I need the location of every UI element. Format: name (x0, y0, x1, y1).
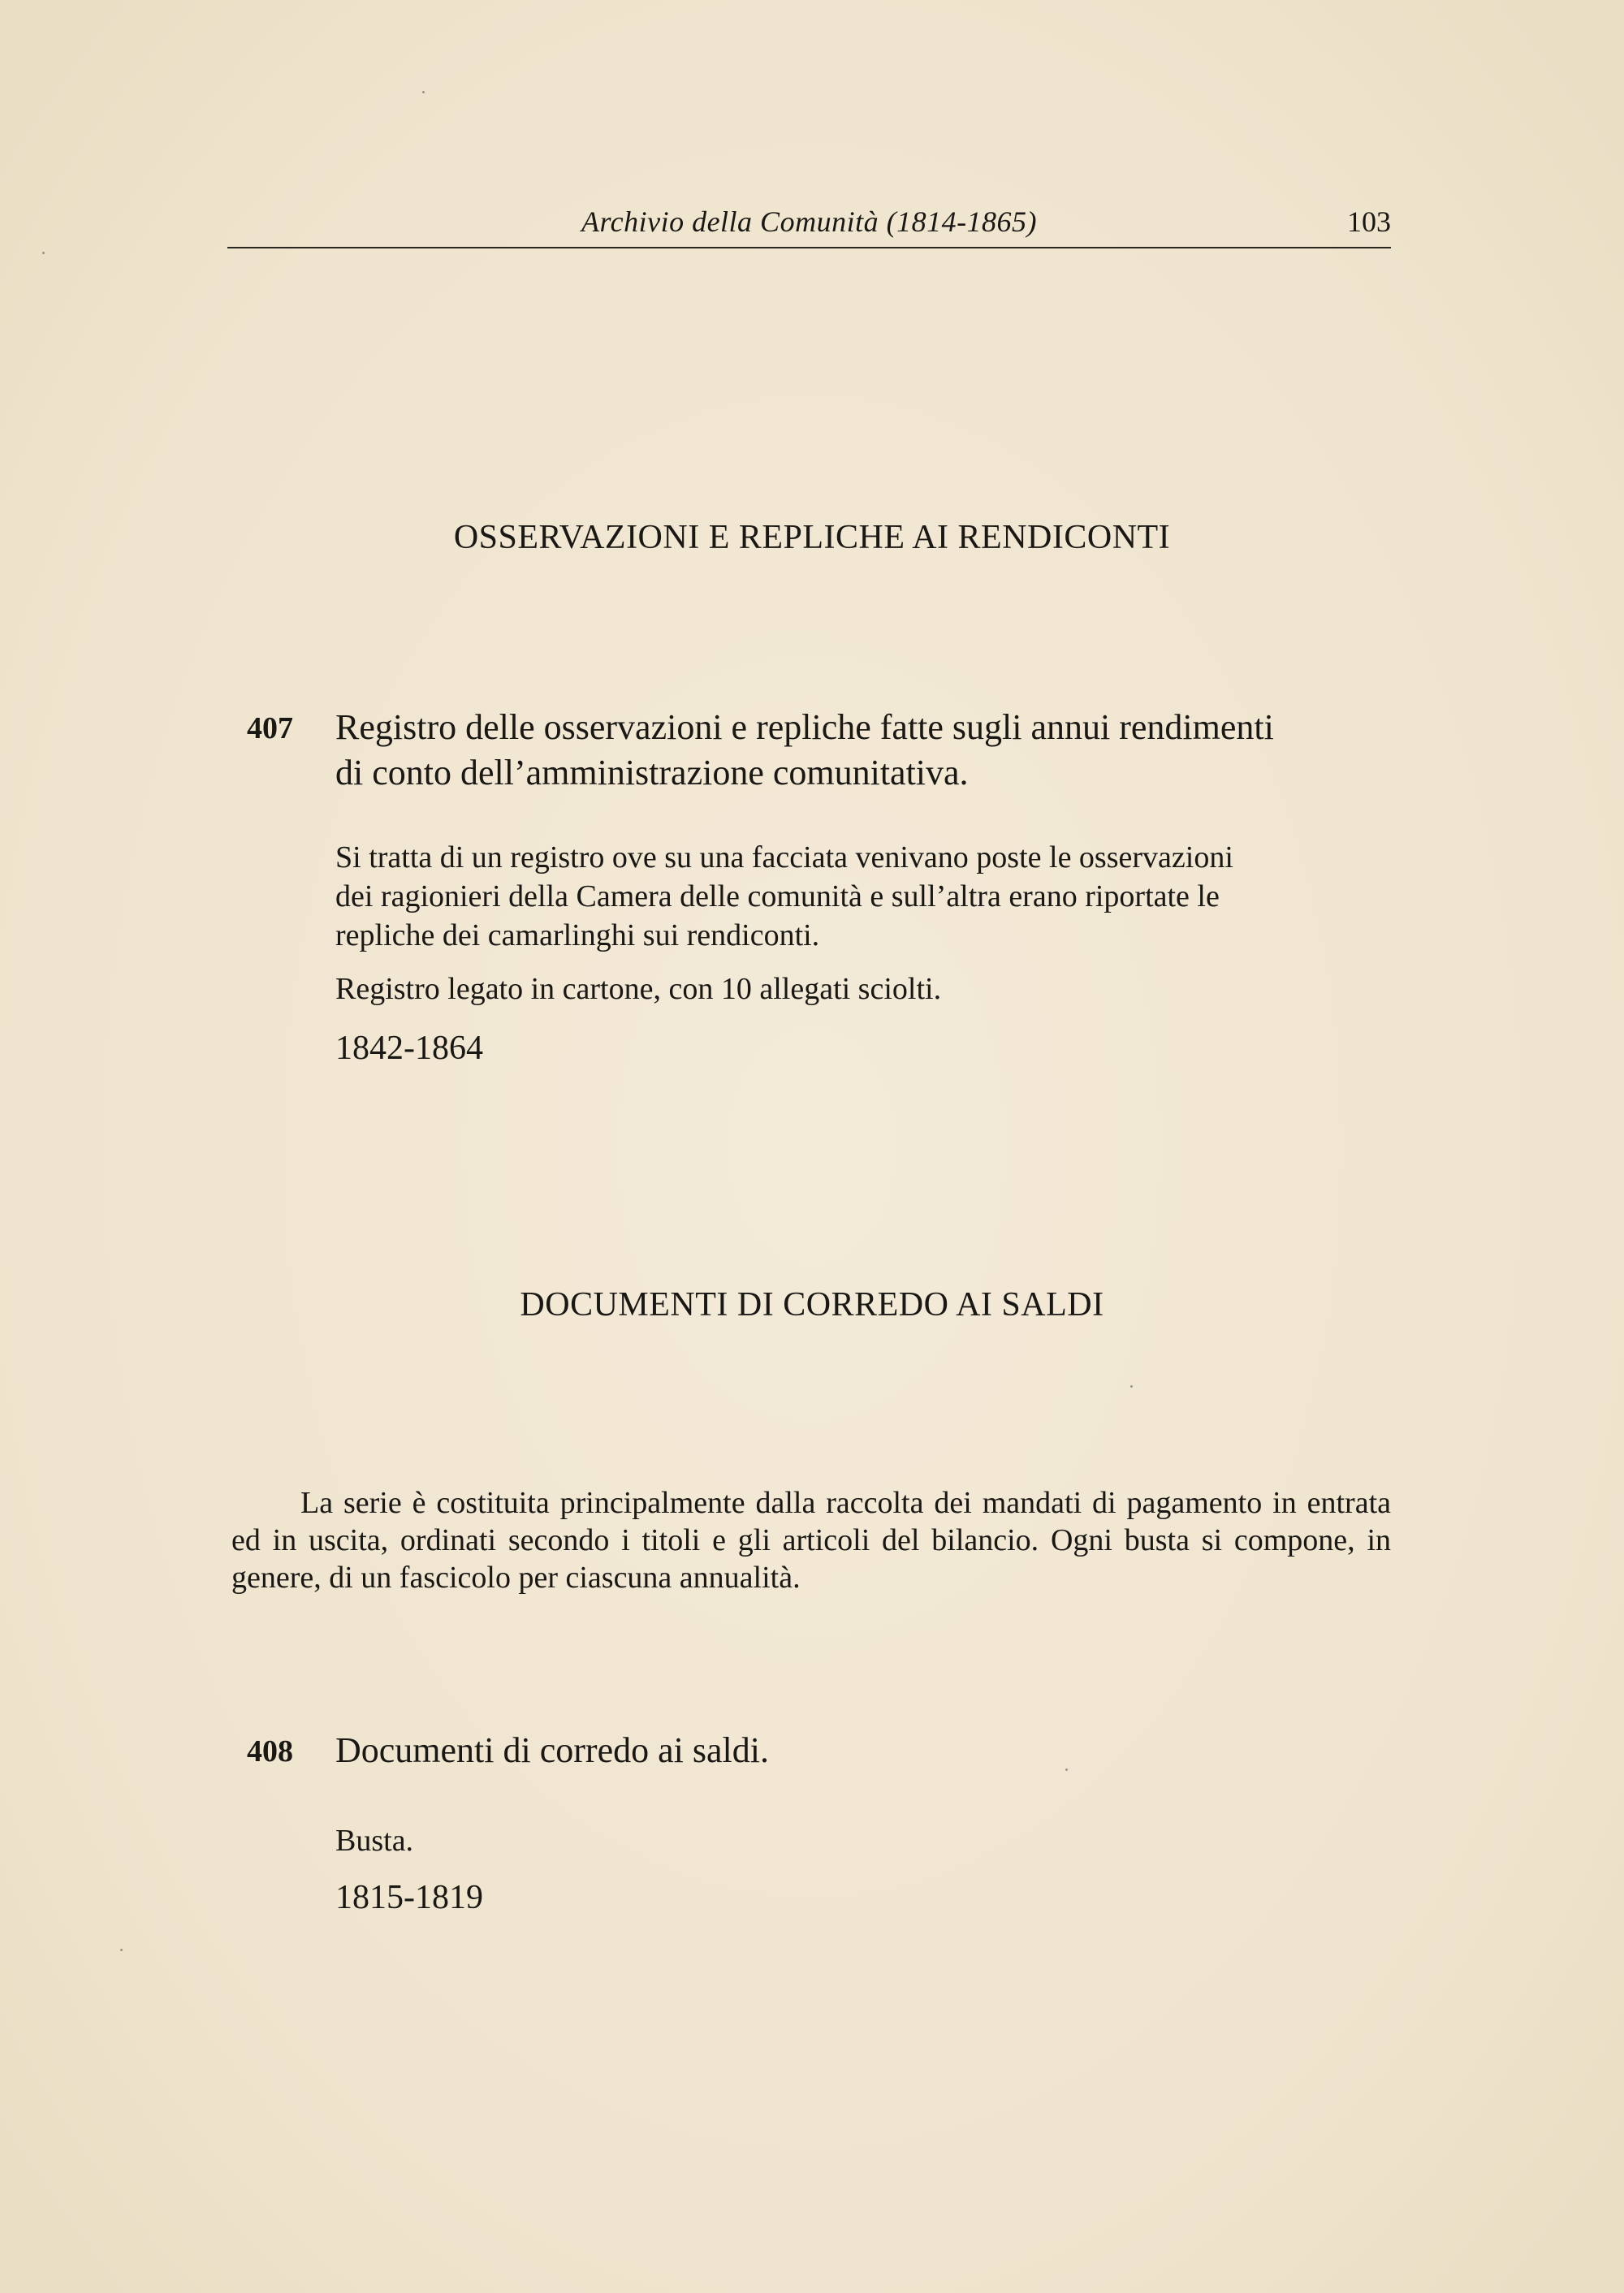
section-heading: OSSERVAZIONI E REPLICHE AI RENDICONTI (453, 519, 1171, 556)
paper-speck (42, 252, 45, 254)
entry-number: 408 (247, 1734, 293, 1768)
section-heading: DOCUMENTI DI CORREDO AI SALDI (520, 1286, 1104, 1324)
entry-title-line: di conto dell’amministrazione comunitativa. (335, 753, 969, 792)
description-line: dei ragionieri della Camera delle comunità e sull’altra erano riportate le (335, 879, 1220, 913)
intro-line: busta si compone, in genere, di un fascicolo per ciascuna annualità. (231, 1523, 1392, 1595)
entry-date: 1815-1819 (335, 1879, 483, 1916)
description-line: repliche dei camarlinghi sui rendiconti. (335, 918, 820, 952)
series-intro (231, 1484, 1391, 1596)
intro-line: La serie è costituita principalmente dalla raccolta dei mandati di pagamento (300, 1486, 1273, 1520)
description-line: Si tratta di un registro ove su una facciata venivano poste le osservazioni (335, 840, 1233, 874)
entry-number: 407 (247, 711, 293, 745)
entry-description (335, 838, 1391, 955)
paper-speck (120, 1949, 123, 1951)
page-number: 103 (1347, 205, 1391, 238)
running-header (227, 205, 1391, 248)
running-title: Archivio della Comunità (1814-1865) (581, 205, 1038, 238)
paper-speck (1130, 1385, 1133, 1388)
intro-line: in entrata ed in uscita, ordinati secondo i titoli e gli articoli del bilancio. Ogni (231, 1486, 1391, 1557)
entry-title (335, 705, 1391, 796)
entry-date: 1842-1864 (335, 1030, 483, 1067)
paper-speck (1065, 1768, 1068, 1771)
entry-title: Documenti di corredo ai saldi. (335, 1730, 769, 1770)
entry-physical-description: Registro legato in cartone, con 10 allegati sciolti. (335, 972, 942, 1006)
paper-speck (422, 91, 425, 93)
entry-title-line: Registro delle osservazioni e repliche fatte sugli annui rendimenti (335, 707, 1274, 747)
entry-physical-description: Busta. (335, 1824, 414, 1858)
